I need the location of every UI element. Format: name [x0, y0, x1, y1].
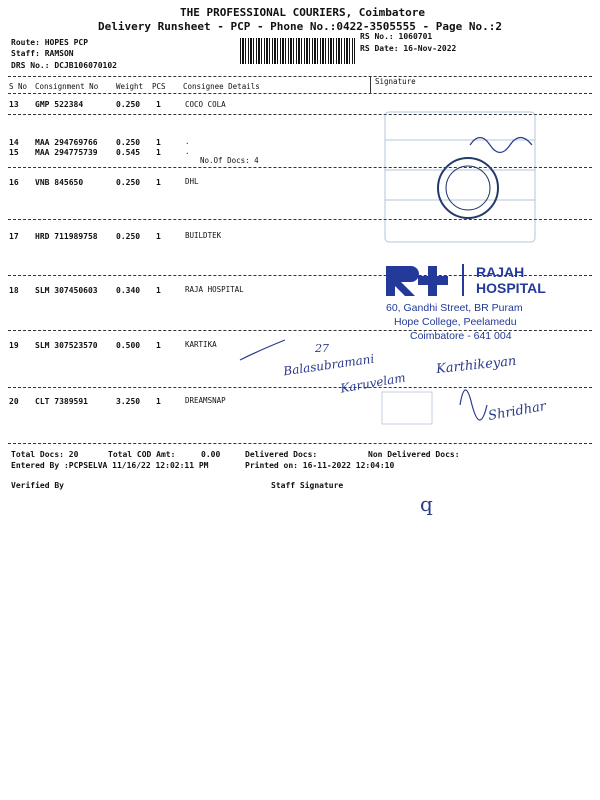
- row-consignment: SLM 307523570: [35, 341, 98, 350]
- row-weight: 0.340: [116, 286, 141, 295]
- delivered-docs: Delivered Docs:: [245, 450, 318, 459]
- row-pcs: 1: [156, 397, 161, 406]
- col-signature: Signature: [375, 77, 416, 86]
- rs-date: RS Date: 16-Nov-2022: [360, 44, 457, 53]
- row-sno: 13: [9, 100, 19, 109]
- col-weight: Weight: [116, 82, 144, 91]
- total-cod-value: 0.00: [201, 450, 221, 459]
- row-consignment: MAA 294775739: [35, 148, 98, 157]
- row-sno: 17: [9, 232, 19, 241]
- row-weight: 0.250: [116, 232, 141, 241]
- route-label: Route: HOPES PCP: [11, 38, 89, 47]
- handwritten-name-2: Karuvelam: [339, 370, 407, 396]
- row-consignee: BUILDTEK: [185, 231, 222, 240]
- rajah-logo: [386, 264, 464, 296]
- row-consignee: .: [185, 147, 190, 156]
- row-weight: 0.250: [116, 100, 141, 109]
- row-sno: 16: [9, 178, 19, 187]
- row-pcs: 1: [156, 232, 161, 241]
- row-sno: 15: [9, 148, 19, 157]
- row-consignment: SLM 307450603: [35, 286, 98, 295]
- row-consignment: HRD 711989758: [35, 232, 98, 241]
- stamp-address-1: 60, Gandhi Street, BR Puram: [386, 302, 523, 314]
- no-of-docs: No.Of Docs: 4: [200, 156, 259, 165]
- col-consignment: Consignment No: [35, 82, 99, 91]
- drs-number: DRS No.: DCJB106070102: [11, 61, 117, 70]
- row-weight: 0.250: [116, 138, 141, 147]
- handwritten-name-3: Karthikeyan: [435, 353, 518, 378]
- stamp-brand-line1: RAJAH: [476, 264, 525, 280]
- handwritten-mark: q: [420, 492, 433, 516]
- handwritten-note-27: 27: [315, 342, 329, 355]
- row-consignee: DREAMSNAP: [185, 396, 226, 405]
- rs-number: RS No.: 1060701: [360, 32, 433, 41]
- col-pcs: PCS: [152, 82, 166, 91]
- row-weight: 0.250: [116, 178, 141, 187]
- non-delivered-docs: Non Delivered Docs:: [368, 450, 460, 459]
- row-sno: 20: [9, 397, 19, 406]
- total-cod-label: Total COD Amt:: [108, 450, 176, 459]
- row-pcs: 1: [156, 286, 161, 295]
- row-consignment: CLT 7389591: [35, 397, 88, 406]
- entered-by: Entered By :PCPSELVA 11/16/22 12:02:11 PM: [11, 461, 209, 470]
- staff-label: Staff: RAMSON: [11, 49, 74, 58]
- col-consignee: Consignee Details: [183, 82, 260, 91]
- total-docs: Total Docs: 20: [11, 450, 79, 459]
- staff-signature: Staff Signature: [271, 481, 344, 490]
- handwritten-name-4: Shridhar: [487, 399, 548, 424]
- row-weight: 0.500: [116, 341, 141, 350]
- company-title: THE PROFESSIONAL COURIERS, Coimbatore: [180, 6, 426, 19]
- verified-by: Verified By: [11, 481, 64, 490]
- stamp-brand-line2: HOSPITAL: [476, 280, 546, 296]
- row-sno: 14: [9, 138, 19, 147]
- printed-on: Printed on: 16-11-2022 12:04:10: [245, 461, 395, 470]
- row-pcs: 1: [156, 341, 161, 350]
- row-consignment: GMP 522384: [35, 100, 84, 109]
- row-sno: 18: [9, 286, 19, 295]
- row-consignee: RAJA HOSPITAL: [185, 285, 244, 294]
- row-pcs: 1: [156, 100, 161, 109]
- row-consignee: KARTIKA: [185, 340, 217, 349]
- row-consignee: DHL: [185, 177, 199, 186]
- row-consignment: MAA 294769766: [35, 138, 98, 147]
- stamp-address-3: Coimbatore - 641 004: [410, 330, 512, 342]
- row-sno: 19: [9, 341, 19, 350]
- row-pcs: 1: [156, 148, 161, 157]
- row-pcs: 1: [156, 138, 161, 147]
- row-consignment: VNB 845650: [35, 178, 84, 187]
- row-weight: 3.250: [116, 397, 141, 406]
- row-consignee: .: [185, 137, 190, 146]
- round-seal: [438, 158, 498, 218]
- row-weight: 0.545: [116, 148, 141, 157]
- col-sno: S No: [9, 82, 28, 91]
- handwritten-name-1: Balasubramani: [282, 351, 376, 379]
- row-consignee: COCO COLA: [185, 100, 226, 109]
- stamp-address-2: Hope College, Peelamedu: [394, 316, 517, 328]
- runsheet-title: Delivery Runsheet - PCP - Phone No.:0422-3505555 - Page No.:2: [98, 20, 502, 33]
- row-pcs: 1: [156, 178, 161, 187]
